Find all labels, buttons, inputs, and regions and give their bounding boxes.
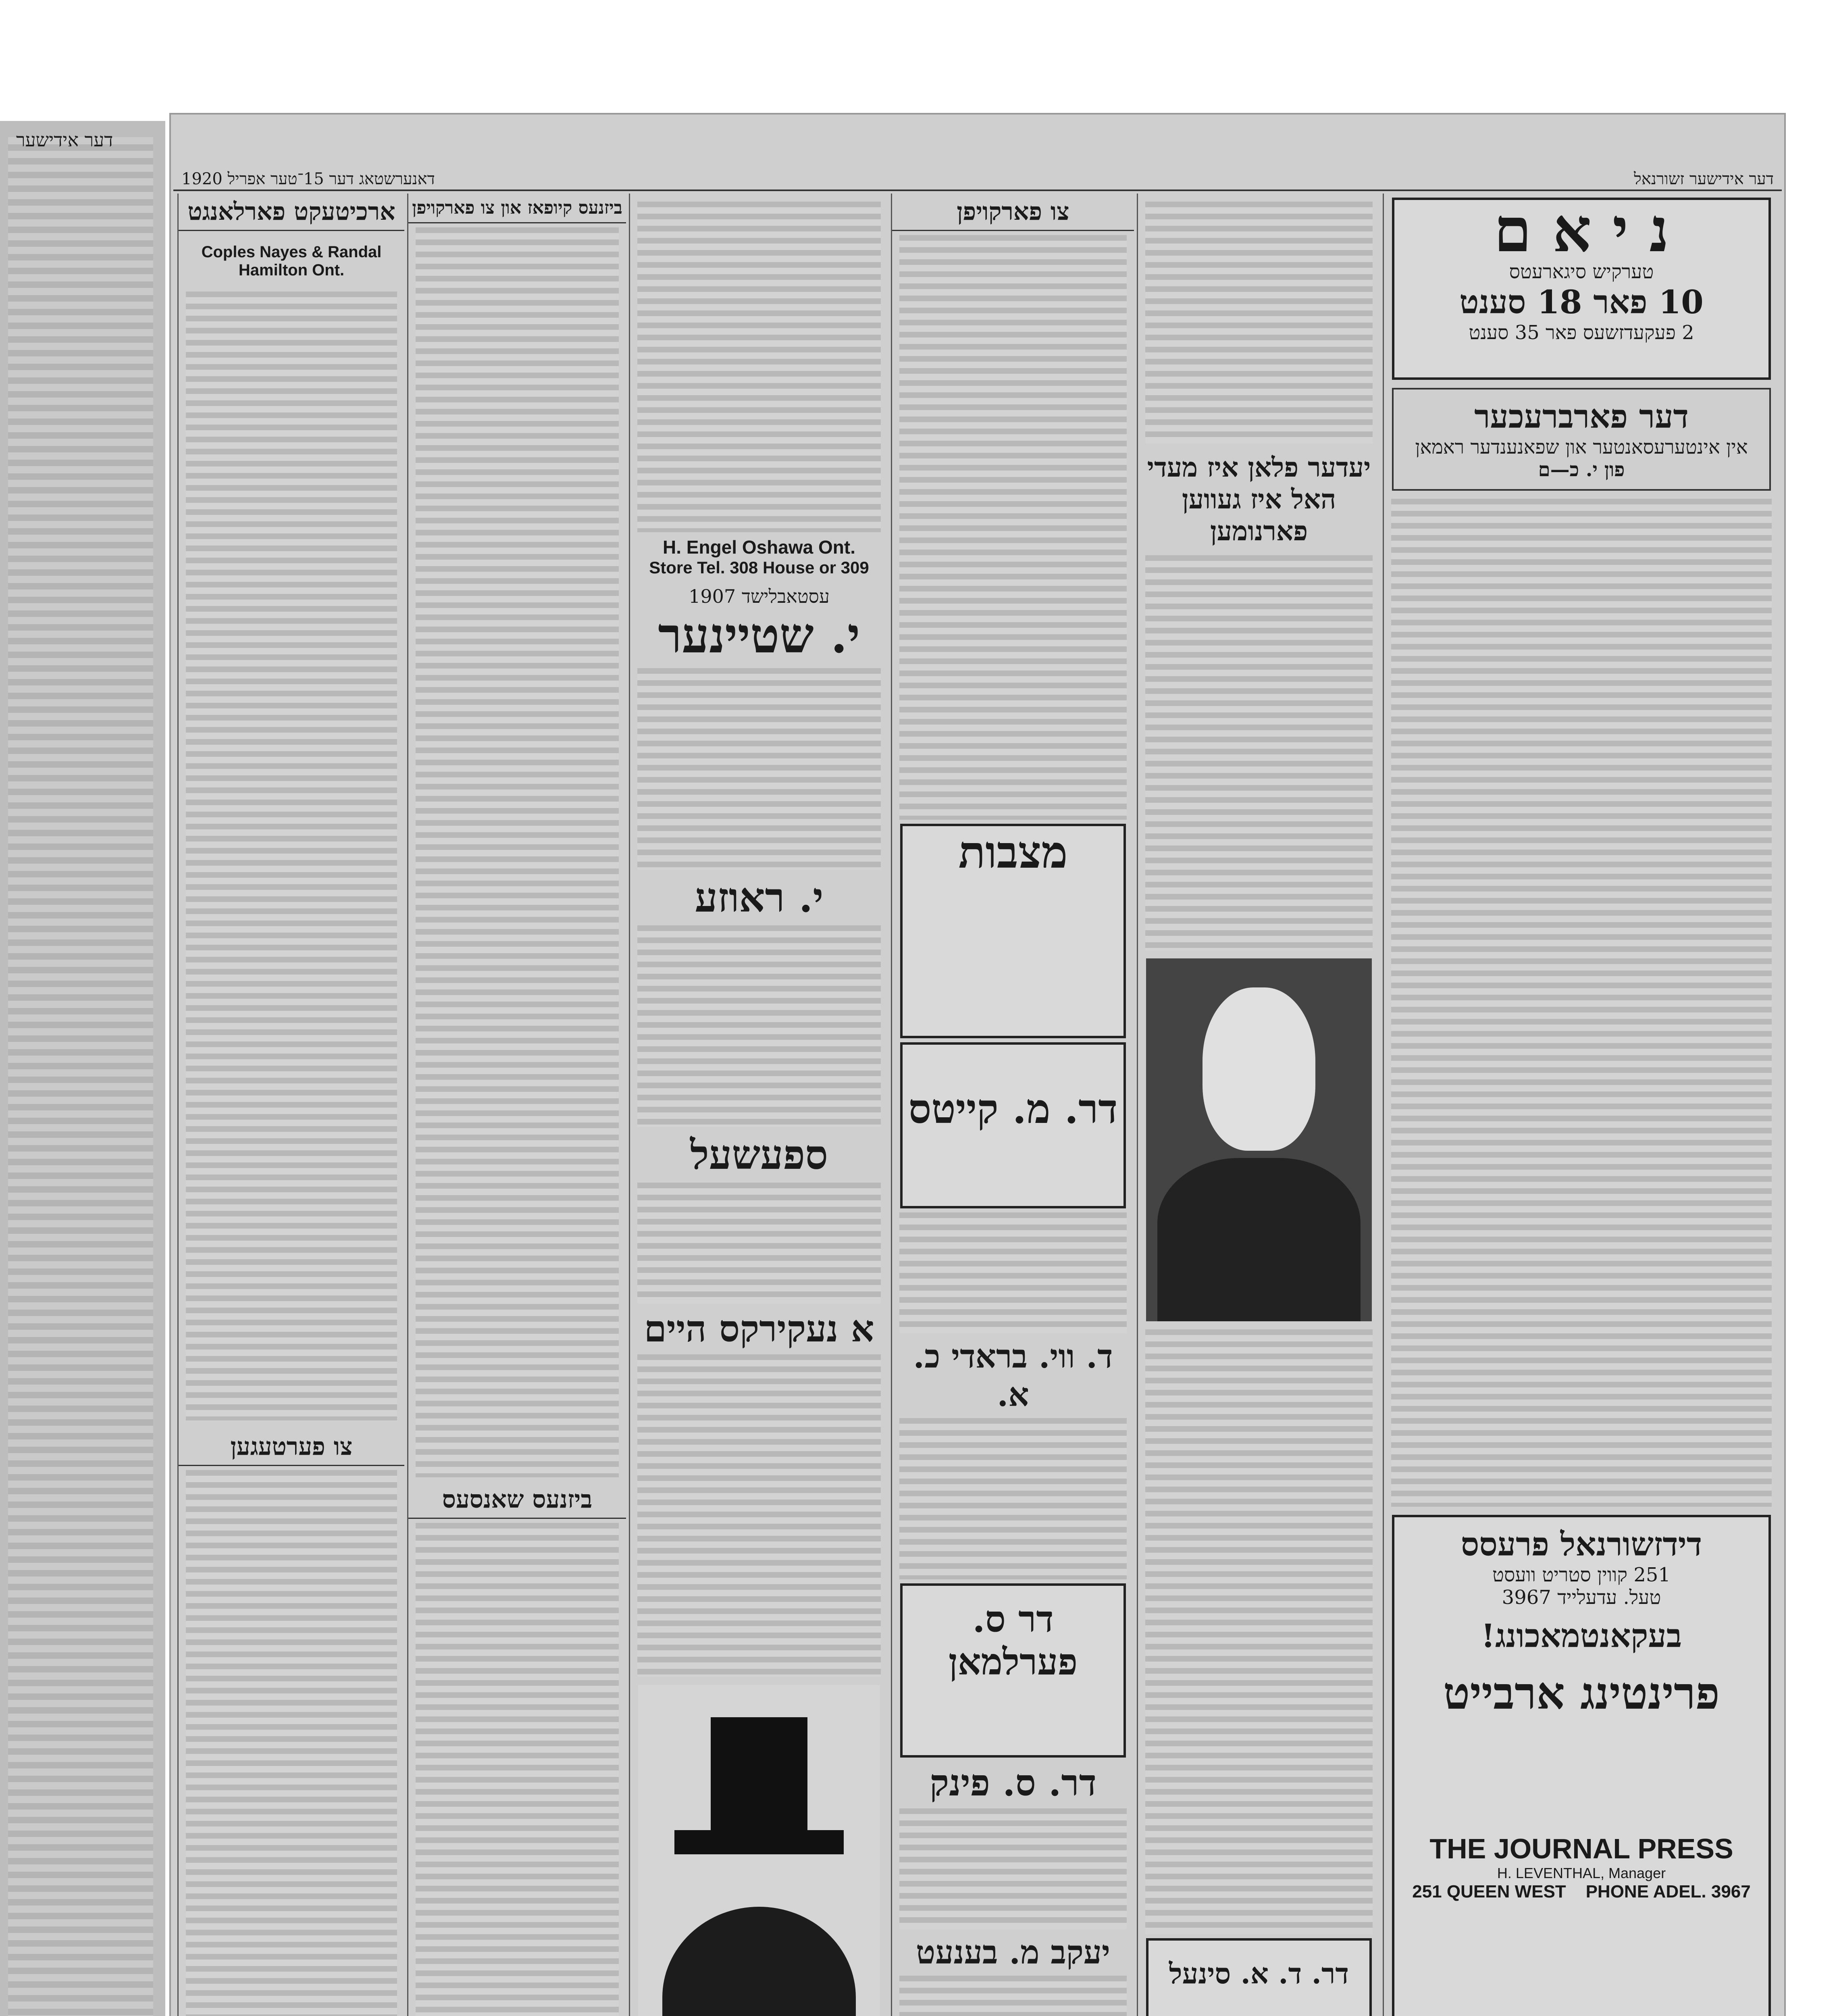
business-text [416, 227, 619, 1477]
niem-price: 10 פאר 18 סענט [1459, 283, 1704, 321]
farbrekher-title: דער פארברעכער [1474, 398, 1689, 435]
spesheler-text [637, 1183, 881, 1304]
press-addr: 251 קווין סטריט וועסט [1492, 1564, 1671, 1586]
sinel-ad [1146, 1938, 1372, 2016]
classified-text-2 [186, 1470, 397, 2016]
bentzi-title: יעקב מ. בענעט [915, 1933, 1111, 1971]
for-sale-text [899, 235, 1127, 820]
column-story [1137, 194, 1380, 2016]
kayts-ad [900, 1042, 1126, 1208]
perlman-title: דר ס. פערלמאן [948, 1598, 1078, 1683]
business-chances-heading: ביזנעס שאנסעס [408, 1481, 626, 1519]
fragment-caption: דער אידישער [16, 129, 113, 151]
business-text-2 [416, 1523, 619, 2016]
perlman-ad [900, 1583, 1126, 1758]
rozeh-title: י. ראוזע [695, 874, 824, 921]
shteyner-year: עסטאבלישד 1907 [689, 585, 830, 607]
fragment-text-block [8, 137, 153, 2016]
bentzi-text [899, 1976, 1127, 2016]
portrait-photo [1146, 958, 1372, 1321]
press-en-street: 251 QUEEN WEST [1412, 1882, 1566, 1901]
bradi-text [899, 1418, 1127, 1579]
engel-ad-tel: Store Tel. 308 House or 309 [649, 558, 869, 577]
patents-heading: צו פערטעגען [179, 1429, 404, 1466]
press-en-phone: PHONE ADEL. 3967 [1585, 1882, 1751, 1901]
fink-text [899, 1808, 1127, 1929]
story-text-bottom [1145, 1329, 1373, 1934]
coples-ad: Coples Nayes & Randal Hamilton Ont. [201, 243, 382, 279]
engel-ad-name: H. Engel Oshawa Ont. [663, 537, 855, 558]
niem-cigarette-ad [1392, 195, 1771, 380]
column-classifieds-1 [177, 194, 404, 2016]
sinel-title: דר. ד. א. סינעל [1169, 1957, 1349, 1990]
column3-text [637, 202, 881, 532]
column-heading: ארכיטעקט פארלאנגט [179, 194, 404, 231]
farbrekher-sub: אין אינטערעסאנטער און שפאנענדער ראמאן [1415, 436, 1748, 458]
press-announcement: בעקאנטמאכונג! [1481, 1617, 1682, 1655]
nikirks-text [637, 1354, 881, 1677]
left-page-fragment [0, 121, 165, 2016]
column-heading: ביזנעס קיופאז און צו פארקויפן [408, 194, 626, 223]
press-en-title: THE JOURNAL PRESS [1429, 1833, 1733, 1864]
column-ads-3 [629, 194, 888, 2016]
spesheler-title: ספעשעל [690, 1131, 828, 1179]
farbrekher-ad [1392, 388, 1771, 491]
press-phone: טעל. עדעלייד 3967 [1502, 1586, 1661, 1609]
rozeh-text [637, 925, 881, 1127]
serial-story-text [1391, 499, 1772, 1507]
classified-text [186, 292, 397, 1420]
press-en-mgr: H. LEVENTHAL, Manager [1497, 1865, 1666, 1881]
matsevos-title: מצבות [958, 826, 1068, 878]
matsevos-ad [900, 824, 1126, 1038]
header-masthead: דער אידישער זשורנאל [1634, 170, 1774, 188]
shteyner-title: י. שטיינער [658, 607, 860, 664]
niem-title: נ י א ם [1494, 195, 1669, 266]
column-heading: צו פארקויפן [892, 194, 1134, 231]
story-headline: יעדער פלאן איז מעדי האל איז געווען פארנומען [1147, 452, 1371, 547]
niem-price2: 2 פעקעדזשעס פאר 35 סענט [1469, 321, 1694, 344]
journal-press-ad [1392, 1515, 1771, 2016]
newspaper-page [169, 113, 1786, 2016]
farbrekher-author: פון י. כ—ם [1538, 458, 1625, 481]
column-for-sale [891, 194, 1134, 2016]
shteyner-text [637, 668, 881, 870]
man-with-hat-illustration [638, 1685, 880, 2016]
niem-sub: טערקיש סיגארעטס [1509, 260, 1654, 283]
fink-title: דר. ס. פינק [929, 1762, 1096, 1804]
kayts-title: דר. מ. קייטס [908, 1085, 1118, 1133]
page-header [173, 165, 1782, 191]
press-en-addr [1394, 1882, 1768, 1902]
nikirks-title: א נעקירקס היים [644, 1308, 874, 1350]
story-text-mid [1145, 555, 1373, 950]
press-printing: פרינטינג ארבייט [1443, 1667, 1720, 1719]
column-business [407, 194, 626, 2016]
press-title: דידזשורנאל פרעסס [1461, 1525, 1702, 1563]
header-date: דאנערשטאג דער 15־טער אפריל 1920 [181, 170, 435, 188]
column-right-ads [1383, 194, 1779, 2016]
bradi-address [899, 1212, 1127, 1333]
bradi-title: ד. ווי. בראדי כ. א. [913, 1337, 1113, 1414]
story-text-top [1145, 202, 1373, 444]
